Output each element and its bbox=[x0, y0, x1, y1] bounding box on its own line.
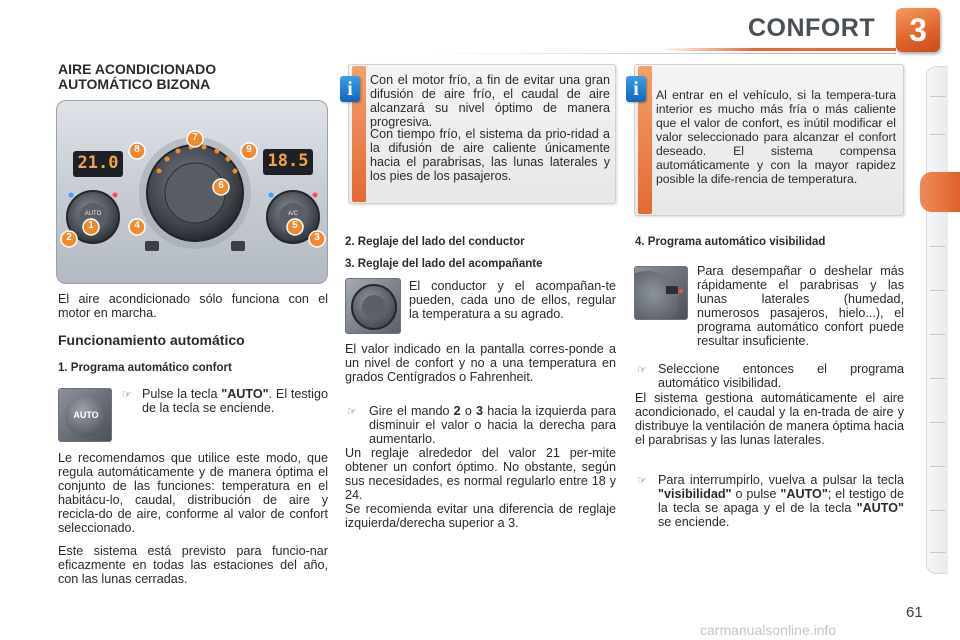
bullet-text: hacia la izquierda para disminuir el valor o hacia la derecha para aumentarlo. bbox=[369, 404, 616, 446]
tab-divider bbox=[930, 96, 946, 97]
display-passenger-temperature: 18.5 bbox=[267, 151, 309, 171]
bullet-text: Pulse la tecla bbox=[142, 387, 222, 401]
hand-pointer-icon: ☞ bbox=[347, 405, 357, 418]
header bbox=[0, 0, 960, 56]
callout-4: 4 bbox=[134, 220, 140, 231]
auto-button-label: AUTO bbox=[84, 211, 102, 217]
item-2-title: 2. Reglaje del lado del conductor bbox=[345, 236, 525, 248]
visibility-image-text: Para desempañar o deshelar más rápidamente el parabrisas y las lunas laterales (humedad, numerosos pasajeros, hielo...), el programa automático confort puede resultar insuficiente. bbox=[697, 264, 904, 348]
defrost-button-icon bbox=[634, 266, 688, 320]
callout-9: 9 bbox=[246, 144, 252, 155]
item-1-title: 1. Programa automático confort bbox=[58, 362, 232, 374]
bullet-interrupt-visibility bbox=[658, 473, 904, 529]
bullet-text: Gire el mando bbox=[369, 404, 454, 418]
tab-divider bbox=[930, 378, 946, 379]
hand-pointer-icon: ☞ bbox=[637, 363, 647, 376]
tab-divider bbox=[930, 422, 946, 423]
tab-divider bbox=[930, 334, 946, 335]
tab-divider bbox=[930, 510, 946, 511]
page-number: 61 bbox=[906, 604, 923, 621]
temperature-knob-icon bbox=[345, 278, 401, 334]
tab-active-chapter[interactable] bbox=[920, 172, 960, 212]
auto-button-icon bbox=[58, 388, 112, 442]
tab-divider bbox=[930, 466, 946, 467]
bullet-text: se enciende. bbox=[658, 515, 730, 529]
bullet-turn-knob bbox=[369, 404, 616, 446]
bullet-text: o bbox=[460, 404, 477, 418]
bullet-text: . El testigo de la tecla se enciende. bbox=[142, 387, 328, 415]
bullet-key: "AUTO" bbox=[780, 487, 828, 501]
bullet-key: 3 bbox=[476, 404, 484, 418]
intro-paragraph: El aire acondicionado sólo funciona con el motor en marcha. bbox=[58, 292, 328, 320]
watermark-text: carmanualsonline.info bbox=[700, 622, 837, 638]
callout-5: 5 bbox=[292, 220, 298, 231]
seasons-paragraph: Este sistema está previsto para funcio-nar eficazmente en todas las estaciones del año, con las lunas cerradas. bbox=[58, 544, 328, 586]
callout-2: 2 bbox=[66, 232, 72, 243]
bullet-select-visibility: Seleccione entonces el programa automático visibilidad. bbox=[658, 362, 904, 390]
bullet-press-auto bbox=[142, 387, 328, 415]
knob-description: El conductor y el acompañan-te pueden, cada uno de ellos, regular la temperatura a su agrado. bbox=[409, 279, 616, 321]
item-4-title: 4. Programa automático visibilidad bbox=[635, 236, 826, 248]
auto-button-icon-label: AUTO bbox=[73, 410, 99, 420]
bullet-key: "AUTO" bbox=[221, 387, 269, 401]
hand-pointer-icon: ☞ bbox=[637, 474, 647, 487]
item-3-title: 3. Reglaje del lado del acompañante bbox=[345, 258, 543, 270]
chapter-title: CONFORT bbox=[748, 14, 876, 42]
callout-1: 1 bbox=[88, 220, 94, 231]
subsection-title: Funcionamiento automático bbox=[58, 332, 245, 348]
bullet-text: o pulse bbox=[731, 487, 781, 501]
bullet-text: ; el testigo de la tecla se apaga y el de la tecla bbox=[658, 487, 904, 515]
tab-divider bbox=[930, 552, 946, 553]
bullet-key: "visibilidad" bbox=[658, 487, 732, 501]
header-rule-gray bbox=[430, 53, 896, 54]
ac-button-label: A/C bbox=[287, 211, 298, 217]
visibility-system-paragraph: El sistema gestiona automáticamente el aire acondicionado, el caudal y la en-trada de aire y distribuye la ventilación de manera óptima hacia el parabrisas y las lunas laterales. bbox=[635, 391, 904, 447]
info-box-temperature-compensation-text: Al entrar en el vehículo, si la tempera-tura interior es mucho más fría o más caliente que el valor de confort, es inútil modificar el valor seleccionado para alcanzar el confort deseado. El sistema compensa automáticamente y con la mayor rapidez posible la dife-rencia de temperatura. bbox=[656, 88, 896, 186]
chapter-tab-strip bbox=[926, 66, 948, 574]
callout-7: 7 bbox=[192, 132, 198, 143]
callout-3: 3 bbox=[314, 232, 320, 243]
difference-paragraph: Se recomienda evitar una diferencia de reglaje izquierda/derecha superior a 3. bbox=[345, 502, 616, 530]
display-driver-temperature: 21.0 bbox=[77, 153, 119, 173]
callout-6: 6 bbox=[218, 180, 224, 191]
bullet-key: 2 bbox=[453, 404, 461, 418]
chapter-number-badge: 3 bbox=[896, 8, 940, 52]
bullet-text: Para interrumpirlo, vuelva a pulsar la tecla bbox=[658, 473, 904, 487]
tab-divider bbox=[930, 134, 946, 135]
info-icon: i bbox=[626, 76, 646, 102]
header-rule-orange bbox=[660, 48, 896, 51]
callout-8: 8 bbox=[134, 144, 140, 155]
section-title: AIRE ACONDICIONADO AUTOMÁTICO BIZONA bbox=[58, 61, 217, 92]
tab-divider bbox=[930, 246, 946, 247]
hand-pointer-icon: ☞ bbox=[122, 388, 132, 401]
recommendation-paragraph: Le recomendamos que utilice este modo, que regula automáticamente y de manera óptima el conjunto de las funciones: temperatura en el habitácu-lo, caudal, distribución de aire y recicla-do de aire, conforme al valor de confort seleccionado. bbox=[58, 451, 328, 535]
comfort-value-paragraph: El valor indicado en la pantalla corres-ponde a un nivel de confort y no a una temperatura en grados Centígrados o Fahrenheit. bbox=[345, 342, 616, 384]
info-box-cold-engine-p2: Con tiempo frío, el sistema da prio-ridad a la difusión de aire caliente únicamente hacia el parabrisas, las lunas laterales y los pies de los pasajeros. bbox=[370, 127, 610, 183]
info-box-cold-engine-p1: Con el motor frío, a fin de evitar una gran difusión de aire frío, el caudal de aire alcanzará su nivel óptimo de manera progresiva. bbox=[370, 73, 610, 129]
tab-divider bbox=[930, 290, 946, 291]
climate-control-panel-image bbox=[56, 100, 328, 284]
info-icon: i bbox=[340, 76, 360, 102]
optimal-value-paragraph: Un reglaje alrededor del valor 21 per-mite obtener un confort óptimo. No obstante, según sus necesidades, es normal regularlo entre 18 y 24. bbox=[345, 446, 616, 502]
bullet-key: "AUTO" bbox=[856, 501, 904, 515]
